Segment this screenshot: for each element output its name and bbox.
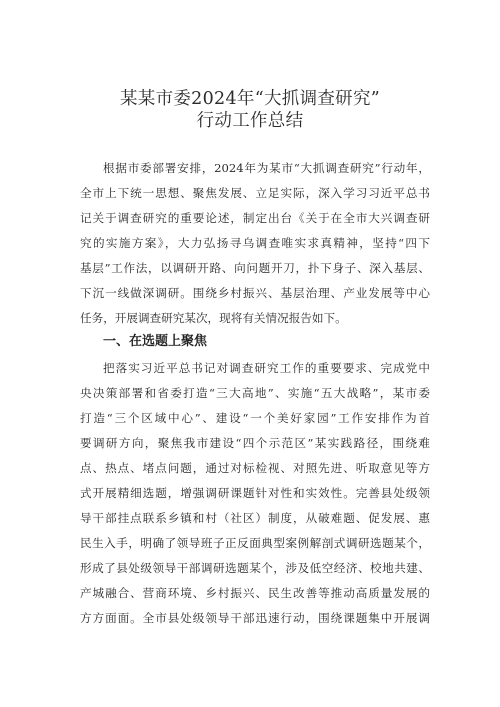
section-heading: 一、在选题上聚焦 bbox=[103, 334, 208, 349]
intro-line: 记关于调查研究的重要论述，制定出台《关于在全市大兴调查研 bbox=[80, 211, 430, 225]
section-line: 方方面面。全市县处级领导干部迅速行动，围绕课题集中开展调 bbox=[80, 611, 430, 625]
intro-line: 究的实施方案》，大力弘扬寻乌调查唯实求真精神，坚持“四下 bbox=[80, 236, 430, 250]
section-line: 民生入手，明确了领导班子正反面典型案例解剖式调研选题某个， bbox=[80, 536, 430, 550]
section-line: 导干部挂点联系乡镇和村（社区）制度，从破难题、促发展、惠 bbox=[80, 511, 430, 525]
document-title-line-2: 行动工作总结 bbox=[196, 111, 304, 131]
section-line: 点、热点、堵点问题，通过对标检视、对照先进、听取意见等方 bbox=[80, 461, 430, 475]
section-line: 要调研方向，聚焦我市建设“四个示范区”某实践路径，围绕难 bbox=[80, 436, 430, 450]
intro-line: 下沉一线做深调研。围绕乡村振兴、基层治理、产业发展等中心 bbox=[80, 286, 430, 300]
section-line: 打造“三个区域中心”、建设“一个美好家园”工作安排作为首 bbox=[80, 411, 430, 425]
document-body bbox=[80, 0, 430, 707]
intro-line: 基层”工作法，以调研开路、向问题开刀，扑下身子、深入基层、 bbox=[80, 261, 430, 275]
document-title-line-1: 某某市委2024年“大抓调查研究” bbox=[119, 89, 381, 109]
intro-line: 全市上下统一思想、聚焦发展、立足实际，深入学习习近平总书 bbox=[80, 186, 430, 200]
intro-line: 任务，开展调查研究某次，现将有关情况报告如下。 bbox=[80, 311, 347, 325]
section-line: 央决策部署和省委打造“三大高地”、实施“五大战略”，某市委 bbox=[80, 386, 430, 400]
intro-line: 根据市委部署安排，2024年为某市“大抓调查研究”行动年， bbox=[103, 161, 430, 175]
section-line: 产城融合、营商环境、乡村振兴、民生改善等推动高质量发展的 bbox=[80, 586, 430, 600]
section-line: 把落实习近平总书记对调查研究工作的重要要求、完成党中 bbox=[103, 361, 430, 375]
section-line: 式开展精细选题，增强调研课题针对性和实效性。完善县处级领 bbox=[80, 486, 430, 500]
section-line: 形成了县处级领导干部调研选题某个，涉及低空经济、校地共建、 bbox=[80, 561, 430, 575]
